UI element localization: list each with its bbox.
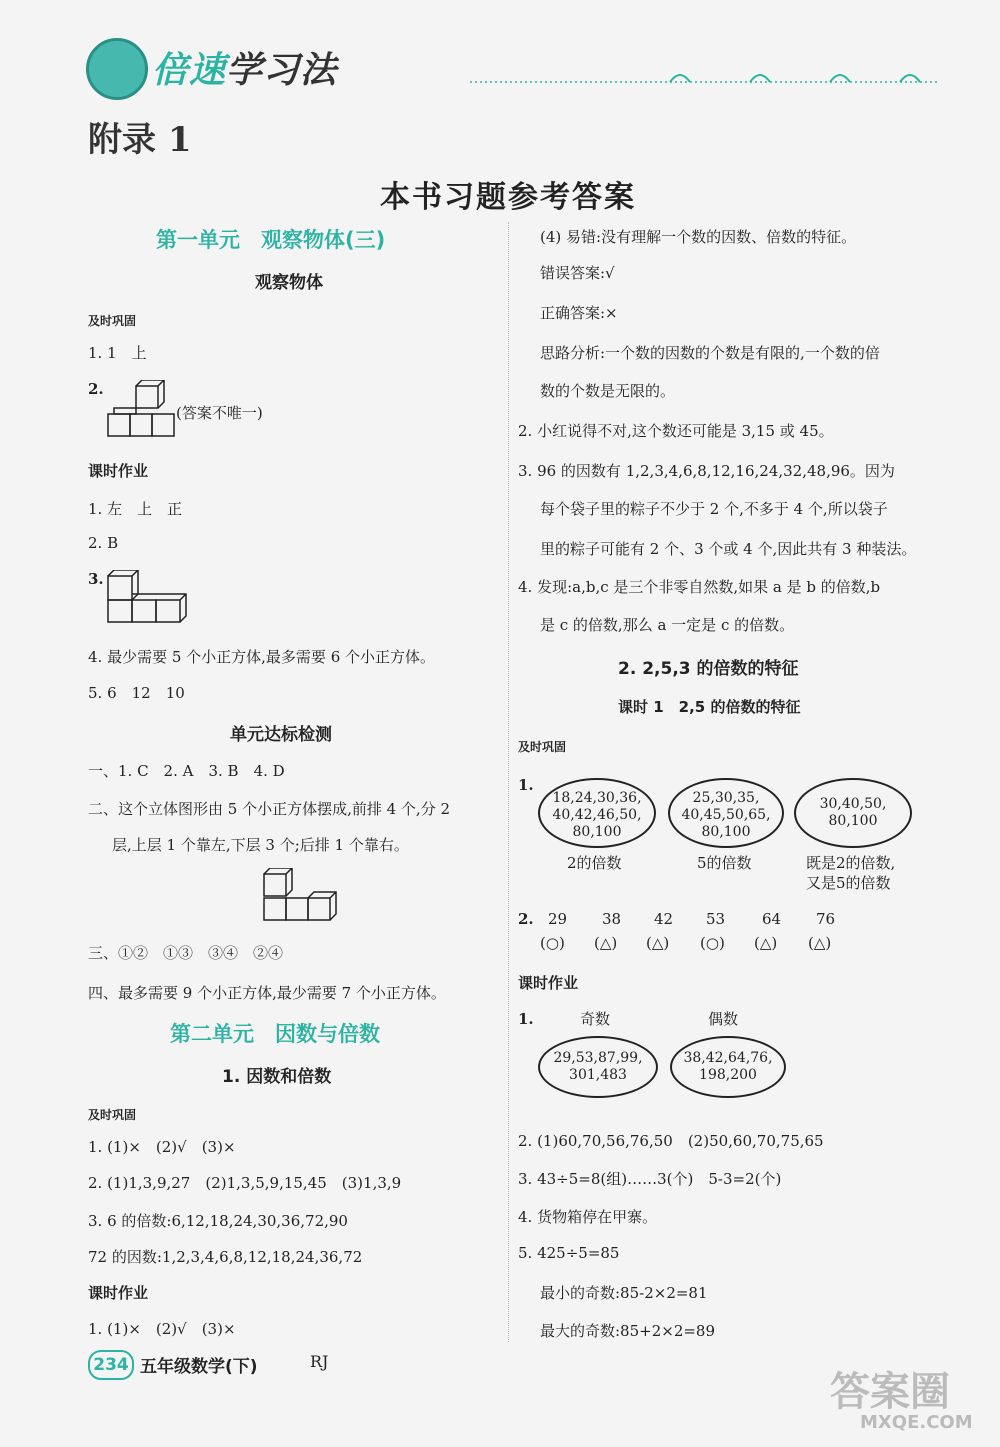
answer-line: 最小的奇数:85-2×2=81: [540, 1284, 708, 1302]
section-label: 课时作业: [88, 1284, 149, 1302]
answer-line: 4. 发现:a,b,c 是三个非零自然数,如果 a 是 b 的倍数,b: [518, 578, 881, 596]
decorative-swoosh: [470, 68, 940, 98]
mark-cell: (△): [594, 934, 618, 952]
appendix-title: 附录 1: [88, 120, 192, 160]
unit2-subtitle: 1. 因数和倍数: [222, 1067, 332, 1087]
answer-line: 错误答案:√: [540, 264, 615, 282]
oval-label: 5的倍数: [697, 854, 752, 872]
unit2-title: 第二单元 因数与倍数: [170, 1022, 380, 1046]
section-label: 及时巩固: [88, 1108, 137, 1122]
answer-line: 里的粽子可能有 2 个、3 个或 4 个,因此共有 3 种装法。: [540, 540, 917, 558]
oval-multiples-of-5: 25,30,35, 40,45,50,65, 80,100: [668, 778, 784, 848]
number-cell: 76: [816, 910, 836, 928]
answer-line: 数的个数是无限的。: [540, 382, 676, 400]
mark-cell: (○): [540, 934, 565, 952]
number-cell: 53: [706, 910, 726, 928]
answer-line: 正确答案:×: [540, 304, 618, 322]
answer-line: 2. (1)1,3,9,27 (2)1,3,5,9,15,45 (3)1,3,9: [88, 1174, 402, 1192]
answer-line: 层,上层 1 个靠左,下层 3 个;后排 1 个靠右。: [112, 836, 409, 854]
page-number: 234: [88, 1350, 134, 1380]
answer-line: 1. 左 上 正: [88, 500, 183, 518]
oval-label: 既是2的倍数,: [806, 854, 896, 872]
answer-line: 5. 425÷5=85: [518, 1244, 620, 1262]
answer-line: 5. 6 12 10: [88, 684, 185, 702]
answer-line: 1. (1)× (2)√ (3)×: [88, 1138, 236, 1156]
answer-number: 1.: [518, 1010, 534, 1028]
answer-line: 三、①② ①③ ③④ ②④: [88, 944, 284, 962]
cube-figure: [106, 570, 196, 626]
number-cell: 29: [548, 910, 568, 928]
book-title: 五年级数学(下): [140, 1357, 258, 1377]
oval-label: 2的倍数: [567, 854, 622, 872]
oval-odd-numbers: 29,53,87,99, 301,483: [538, 1036, 658, 1098]
section-label: 课时作业: [518, 974, 579, 992]
mark-cell: (△): [646, 934, 670, 952]
answer-line: 2. 小红说得不对,这个数还可能是 3,15 或 45。: [518, 422, 834, 440]
answer-number: 2.: [518, 910, 534, 928]
answer-line: 1. 1 上: [88, 344, 147, 362]
oval-even-numbers: 38,42,64,76, 198,200: [670, 1036, 786, 1098]
number-cell: 42: [654, 910, 674, 928]
number-cell: 64: [762, 910, 782, 928]
edition-label: RJ: [310, 1352, 329, 1371]
cube-figure: [262, 868, 342, 924]
section-label: 课时作业: [88, 462, 149, 480]
answer-line: 二、这个立体图形由 5 个小正方体摆成,前排 4 个,分 2: [88, 800, 451, 818]
mark-cell: (△): [808, 934, 832, 952]
section-label: 及时巩固: [518, 740, 567, 754]
section-subtitle: 课时 1 2,5 的倍数的特征: [618, 698, 801, 716]
mark-cell: (△): [754, 934, 778, 952]
number-cell: 38: [602, 910, 622, 928]
oval-label: 又是5的倍数: [806, 874, 891, 892]
answer-line: 72 的因数:1,2,3,4,6,8,12,18,24,36,72: [88, 1248, 363, 1266]
answer-line: 3. 6 的倍数:6,12,18,24,30,36,72,90: [88, 1212, 348, 1230]
answer-number: 3.: [88, 570, 104, 588]
mark-cell: (○): [700, 934, 725, 952]
cube-figure: [106, 380, 178, 444]
even-label: 偶数: [708, 1010, 739, 1028]
answer-number: 2.: [88, 380, 104, 398]
answer-line: 一、1. C 2. A 3. B 4. D: [88, 762, 285, 780]
brand-logo: 倍速学习法: [152, 50, 338, 91]
answer-line: 2. B: [88, 534, 119, 552]
answer-number: 1.: [518, 776, 534, 794]
answer-line: 1. (1)× (2)√ (3)×: [88, 1320, 236, 1338]
answer-line: 每个袋子里的粽子不少于 2 个,不多于 4 个,所以袋子: [540, 500, 888, 518]
test-title: 单元达标检测: [230, 725, 332, 745]
answer-line: 4. 最少需要 5 个小正方体,最多需要 6 个小正方体。: [88, 648, 436, 666]
section-title: 2. 2,5,3 的倍数的特征: [618, 659, 799, 679]
column-divider: [508, 222, 509, 1342]
unit1-subtitle: 观察物体: [255, 273, 323, 293]
watermark: 答案圈: [830, 1369, 950, 1415]
odd-label: 奇数: [580, 1010, 611, 1028]
answer-note: (答案不唯一): [176, 404, 263, 422]
answer-line: 是 c 的倍数,那么 a 一定是 c 的倍数。: [540, 616, 795, 634]
section-label: 及时巩固: [88, 314, 137, 328]
answer-line: 思路分析:一个数的因数的个数是有限的,一个数的倍: [540, 344, 880, 362]
logo-emblem: [86, 38, 148, 100]
answer-line: 4. 货物箱停在甲寨。: [518, 1208, 658, 1226]
watermark-url: MXQE.COM: [860, 1412, 973, 1433]
answer-line: 2. (1)60,70,56,76,50 (2)50,60,70,75,65: [518, 1132, 824, 1150]
answer-line: 3. 96 的因数有 1,2,3,4,6,8,12,16,24,32,48,96。因为: [518, 462, 895, 480]
answer-line: 最大的奇数:85+2×2=89: [540, 1322, 716, 1340]
answer-line: 3. 43÷5=8(组)……3(个) 5-3=2(个): [518, 1170, 782, 1188]
unit1-title: 第一单元 观察物体(三): [156, 228, 386, 252]
oval-multiples-of-2: 18,24,30,36, 40,42,46,50, 80,100: [538, 778, 656, 848]
page-title: 本书习题参考答案: [380, 180, 636, 215]
answer-line: (4) 易错:没有理解一个数的因数、倍数的特征。: [540, 228, 857, 246]
answer-line: 四、最多需要 9 个小正方体,最少需要 7 个小正方体。: [88, 984, 446, 1002]
oval-multiples-of-2-and-5: 30,40,50, 80,100: [794, 778, 912, 848]
